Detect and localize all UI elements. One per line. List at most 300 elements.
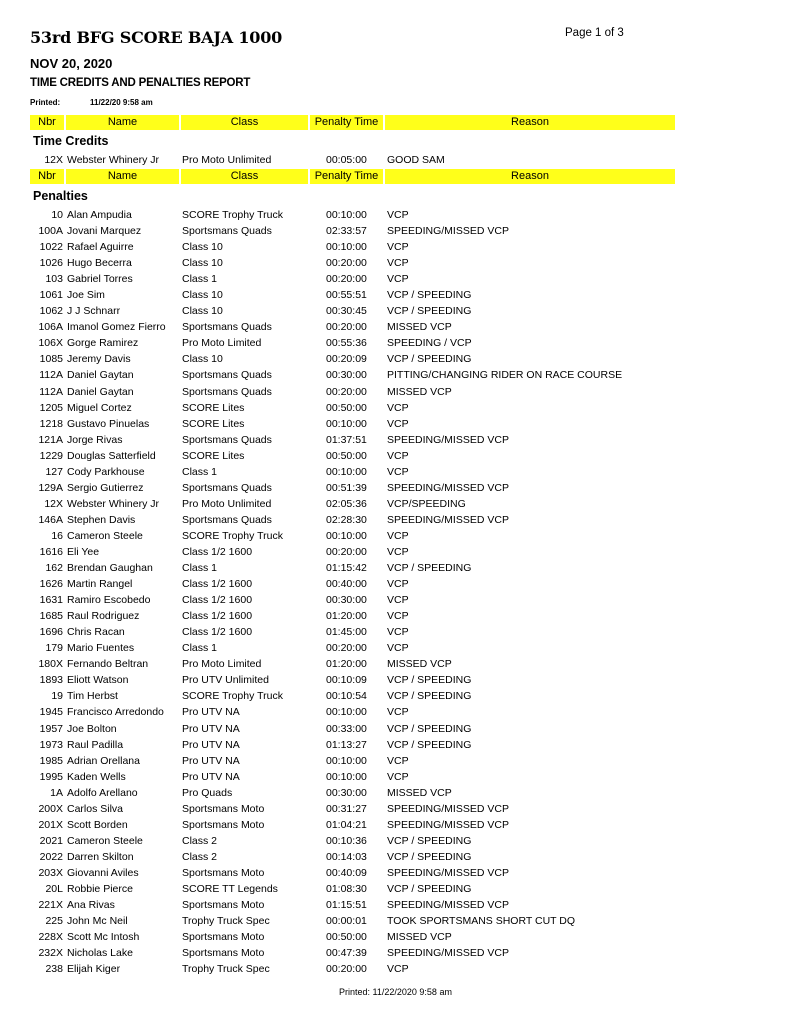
table-row xyxy=(0,592,791,608)
column-header-row xyxy=(0,169,791,184)
row-reason: VCP / SPEEDING xyxy=(387,353,472,366)
row-nbr: 1985 xyxy=(39,754,63,767)
column-header-nbr: Nbr xyxy=(30,115,64,130)
row-reason: VCP xyxy=(387,257,409,270)
row-reason: MISSED VCP xyxy=(387,931,452,944)
row-class: Sportsmans Quads xyxy=(182,433,272,446)
row-nbr: 1995 xyxy=(39,770,63,783)
row-name: Gustavo Pinuelas xyxy=(67,417,150,430)
row-reason: VCP / SPEEDING xyxy=(387,722,472,735)
row-reason: VCP xyxy=(387,529,409,542)
row-penalty-time: 00:20:00 xyxy=(326,257,367,270)
row-nbr: 112A xyxy=(39,385,63,398)
row-reason: MISSED VCP xyxy=(387,786,452,799)
row-name: Darren Skilton xyxy=(67,850,134,863)
row-class: Class 2 xyxy=(182,850,218,863)
table-row xyxy=(0,560,791,576)
row-reason: VCP xyxy=(387,594,409,607)
row-class: Class 1 xyxy=(182,465,218,478)
row-class: Class 10 xyxy=(182,289,223,302)
row-name: Cameron Steele xyxy=(67,834,143,847)
table-row xyxy=(0,239,791,255)
table-row xyxy=(0,849,791,865)
table-row xyxy=(0,335,791,351)
row-nbr: 221X xyxy=(38,899,63,912)
row-penalty-time: 00:00:01 xyxy=(326,915,367,928)
row-penalty-time: 00:20:00 xyxy=(326,642,367,655)
row-name: Webster Whinery Jr xyxy=(67,497,159,510)
row-class: Class 1 xyxy=(182,273,218,286)
column-header-name: Name xyxy=(66,115,179,130)
table-row xyxy=(0,704,791,720)
row-penalty-time: 00:10:00 xyxy=(326,465,367,478)
table-row xyxy=(0,576,791,592)
row-reason: MISSED VCP xyxy=(387,385,452,398)
time-credits-list xyxy=(0,152,791,168)
row-penalty-time: 00:33:00 xyxy=(326,722,367,735)
report-title: 53rd BFG SCORE BAJA 1000 xyxy=(30,28,283,47)
row-nbr: 1957 xyxy=(39,722,63,735)
row-reason: MISSED VCP xyxy=(387,658,452,671)
row-nbr: 19 xyxy=(51,690,63,703)
row-penalty-time: 00:47:39 xyxy=(326,947,367,960)
row-class: Class 1/2 1600 xyxy=(182,545,253,558)
row-name: Giovanni Aviles xyxy=(67,866,139,879)
row-nbr: 12X xyxy=(44,154,63,166)
row-nbr: 1026 xyxy=(39,257,63,270)
row-class: Sportsmans Quads xyxy=(182,369,272,382)
row-reason: SPEEDING/MISSED VCP xyxy=(387,818,509,831)
table-row xyxy=(0,303,791,319)
table-row xyxy=(0,640,791,656)
row-nbr: 1696 xyxy=(39,626,63,639)
table-row xyxy=(0,152,791,168)
table-row xyxy=(0,608,791,624)
row-class: Sportsmans Moto xyxy=(182,866,265,879)
row-reason: VCP xyxy=(387,754,409,767)
row-class: Class 10 xyxy=(182,257,223,270)
row-class: Trophy Truck Spec xyxy=(182,915,270,928)
row-reason: SPEEDING/MISSED VCP xyxy=(387,433,509,446)
table-row xyxy=(0,528,791,544)
row-penalty-time: 00:20:09 xyxy=(326,353,367,366)
row-class: Class 10 xyxy=(182,305,223,318)
row-nbr: 232X xyxy=(38,947,63,960)
row-nbr: 1205 xyxy=(39,401,63,414)
row-penalty-time: 01:37:51 xyxy=(326,433,367,446)
row-penalty-time: 00:30:45 xyxy=(326,305,367,318)
row-penalty-time: 02:05:36 xyxy=(326,497,367,510)
row-name: Adrian Orellana xyxy=(67,754,140,767)
row-reason: VCP xyxy=(387,241,409,254)
row-penalty-time: 00:10:00 xyxy=(326,770,367,783)
row-reason: VCP xyxy=(387,449,409,462)
row-nbr: 16 xyxy=(51,529,63,542)
row-nbr: 1626 xyxy=(39,578,63,591)
row-penalty-time: 01:15:51 xyxy=(326,899,367,912)
row-penalty-time: 00:31:27 xyxy=(326,802,367,815)
table-row xyxy=(0,384,791,400)
row-class: Sportsmans Quads xyxy=(182,321,272,334)
row-name: Mario Fuentes xyxy=(67,642,135,655)
row-class: SCORE Trophy Truck xyxy=(182,690,283,703)
row-name: Kaden Wells xyxy=(67,770,126,783)
row-penalty-time: 00:50:00 xyxy=(326,401,367,414)
row-penalty-time: 00:10:00 xyxy=(326,209,367,221)
row-class: Class 1/2 1600 xyxy=(182,578,253,591)
row-nbr: 1893 xyxy=(39,674,63,687)
row-nbr: 162 xyxy=(45,562,63,575)
row-name: Scott Borden xyxy=(67,818,128,831)
row-reason: VCP / SPEEDING xyxy=(387,738,472,751)
row-reason: VCP xyxy=(387,417,409,430)
row-penalty-time: 00:05:00 xyxy=(326,154,367,166)
row-name: Fernando Beltran xyxy=(67,658,149,671)
row-nbr: 103 xyxy=(45,273,63,286)
row-name: Daniel Gaytan xyxy=(67,385,134,398)
row-name: Cody Parkhouse xyxy=(67,465,145,478)
row-penalty-time: 01:20:00 xyxy=(326,610,367,623)
table-row xyxy=(0,945,791,961)
row-nbr: 180X xyxy=(38,658,63,671)
row-name: Scott Mc Intosh xyxy=(67,931,140,944)
row-reason: SPEEDING/MISSED VCP xyxy=(387,481,509,494)
row-nbr: 112A xyxy=(39,369,63,382)
table-row xyxy=(0,961,791,977)
row-name: Joe Bolton xyxy=(67,722,117,735)
table-row xyxy=(0,207,791,223)
row-penalty-time: 00:40:09 xyxy=(326,866,367,879)
table-row xyxy=(0,223,791,239)
row-class: Pro UTV NA xyxy=(182,754,240,767)
row-name: Joe Sim xyxy=(67,289,105,302)
row-class: Sportsmans Moto xyxy=(182,931,265,944)
row-class: Class 10 xyxy=(182,353,223,366)
event-date: NOV 20, 2020 xyxy=(30,56,113,71)
table-row xyxy=(0,913,791,929)
row-class: Sportsmans Quads xyxy=(182,513,272,526)
row-name: Nicholas Lake xyxy=(67,947,133,960)
row-reason: VCP / SPEEDING xyxy=(387,882,472,895)
row-nbr: 1229 xyxy=(39,449,63,462)
row-name: J J Schnarr xyxy=(67,305,121,318)
column-header-nbr: Nbr xyxy=(30,169,64,184)
row-class: SCORE Trophy Truck xyxy=(182,529,283,542)
column-header-row xyxy=(0,115,791,130)
penalties-list xyxy=(0,207,791,977)
row-name: John Mc Neil xyxy=(67,915,128,928)
row-penalty-time: 00:40:00 xyxy=(326,578,367,591)
table-row xyxy=(0,512,791,528)
row-name: Gabriel Torres xyxy=(67,273,133,286)
row-name: Jorge Rivas xyxy=(67,433,123,446)
table-row xyxy=(0,769,791,785)
row-class: Class 1 xyxy=(182,562,218,575)
row-class: SCORE Lites xyxy=(182,401,245,414)
table-row xyxy=(0,801,791,817)
row-nbr: 179 xyxy=(45,642,63,655)
row-nbr: 201X xyxy=(38,818,63,831)
row-name: Brendan Gaughan xyxy=(67,562,153,575)
row-reason: TOOK SPORTSMANS SHORT CUT DQ xyxy=(387,915,576,928)
row-name: Rafael Aguirre xyxy=(67,241,134,254)
row-name: Alan Ampudia xyxy=(67,209,132,221)
row-penalty-time: 01:04:21 xyxy=(326,818,367,831)
table-row xyxy=(0,737,791,753)
row-penalty-time: 00:10:00 xyxy=(326,241,367,254)
page-number: Page 1 of 3 xyxy=(565,27,624,39)
column-header-penalty-time: Penalty Time xyxy=(310,169,383,184)
row-nbr: 100A xyxy=(38,225,63,238)
row-nbr: 12X xyxy=(44,497,63,510)
row-penalty-time: 00:55:36 xyxy=(326,337,367,350)
row-class: Sportsmans Moto xyxy=(182,899,265,912)
row-name: Francisco Arredondo xyxy=(67,706,164,719)
row-reason: SPEEDING/MISSED VCP xyxy=(387,899,509,912)
row-nbr: 2021 xyxy=(39,834,63,847)
row-penalty-time: 00:10:00 xyxy=(326,417,367,430)
row-nbr: 238 xyxy=(45,963,63,976)
row-class: Sportsmans Moto xyxy=(182,818,265,831)
row-name: Eli Yee xyxy=(67,545,100,558)
row-class: Sportsmans Quads xyxy=(182,481,272,494)
row-reason: SPEEDING/MISSED VCP xyxy=(387,513,509,526)
row-reason: VCP / SPEEDING xyxy=(387,562,472,575)
row-penalty-time: 00:30:00 xyxy=(326,594,367,607)
printed-stamp xyxy=(30,98,153,107)
row-name: Robbie Pierce xyxy=(67,882,133,895)
section-heading-time-credits: Time Credits xyxy=(33,134,109,148)
row-class: Class 1/2 1600 xyxy=(182,594,253,607)
table-row xyxy=(0,785,791,801)
row-penalty-time: 00:50:00 xyxy=(326,931,367,944)
row-nbr: 106X xyxy=(38,337,63,350)
row-penalty-time: 00:20:00 xyxy=(326,963,367,976)
table-row xyxy=(0,255,791,271)
row-reason: GOOD SAM xyxy=(387,154,445,166)
row-reason: VCP xyxy=(387,706,409,719)
section-heading-penalties: Penalties xyxy=(33,189,88,203)
table-row xyxy=(0,351,791,367)
row-reason: VCP xyxy=(387,465,409,478)
row-reason: VCP xyxy=(387,626,409,639)
row-class: SCORE Lites xyxy=(182,417,245,430)
column-header-name: Name xyxy=(66,169,179,184)
row-class: Trophy Truck Spec xyxy=(182,963,270,976)
table-row xyxy=(0,817,791,833)
row-reason: SPEEDING/MISSED VCP xyxy=(387,802,509,815)
row-penalty-time: 00:10:00 xyxy=(326,754,367,767)
row-nbr: 1A xyxy=(50,786,63,799)
row-penalty-time: 00:20:00 xyxy=(326,273,367,286)
row-class: Pro UTV NA xyxy=(182,770,240,783)
row-reason: MISSED VCP xyxy=(387,321,452,334)
row-name: Miguel Cortez xyxy=(67,401,132,414)
row-penalty-time: 00:10:09 xyxy=(326,674,367,687)
row-penalty-time: 00:10:00 xyxy=(326,706,367,719)
table-row xyxy=(0,271,791,287)
row-nbr: 1685 xyxy=(39,610,63,623)
row-class: Sportsmans Moto xyxy=(182,802,265,815)
table-row xyxy=(0,688,791,704)
row-class: Class 2 xyxy=(182,834,218,847)
row-class: Pro UTV Unlimited xyxy=(182,674,269,687)
table-row xyxy=(0,400,791,416)
row-name: Carlos Silva xyxy=(67,802,124,815)
table-row xyxy=(0,480,791,496)
row-reason: VCP xyxy=(387,209,409,221)
table-row xyxy=(0,881,791,897)
row-reason: VCP xyxy=(387,401,409,414)
row-reason: VCP / SPEEDING xyxy=(387,690,472,703)
row-reason: SPEEDING/MISSED VCP xyxy=(387,947,509,960)
column-header-class: Class xyxy=(181,169,308,184)
row-nbr: 1061 xyxy=(39,289,63,302)
row-name: Gorge Ramirez xyxy=(67,337,139,350)
row-name: Jeremy Davis xyxy=(67,353,131,366)
row-reason: VCP / SPEEDING xyxy=(387,834,472,847)
row-name: Imanol Gomez Fierro xyxy=(67,321,166,334)
table-row xyxy=(0,367,791,383)
table-row xyxy=(0,464,791,480)
row-reason: VCP xyxy=(387,963,409,976)
row-nbr: 228X xyxy=(38,931,63,944)
printed-label: Printed: xyxy=(30,98,61,107)
row-reason: SPEEDING/MISSED VCP xyxy=(387,225,509,238)
table-row xyxy=(0,624,791,640)
row-name: Stephen Davis xyxy=(67,513,136,526)
table-row xyxy=(0,897,791,913)
row-name: Ramiro Escobedo xyxy=(67,594,151,607)
row-class: Pro Quads xyxy=(182,786,233,799)
row-penalty-time: 02:28:30 xyxy=(326,513,367,526)
row-reason: VCP xyxy=(387,770,409,783)
row-name: Raul Rodriguez xyxy=(67,610,140,623)
row-name: Cameron Steele xyxy=(67,529,143,542)
table-row xyxy=(0,672,791,688)
row-penalty-time: 01:15:42 xyxy=(326,562,367,575)
row-reason: VCP/SPEEDING xyxy=(387,497,466,510)
row-class: Pro UTV NA xyxy=(182,706,240,719)
row-nbr: 1631 xyxy=(39,594,63,607)
row-nbr: 127 xyxy=(45,465,63,478)
table-row xyxy=(0,432,791,448)
row-penalty-time: 00:30:00 xyxy=(326,369,367,382)
row-nbr: 1973 xyxy=(39,738,63,751)
row-class: SCORE Lites xyxy=(182,449,245,462)
row-reason: SPEEDING / VCP xyxy=(387,337,472,350)
row-reason: SPEEDING/MISSED VCP xyxy=(387,866,509,879)
column-header-penalty-time: Penalty Time xyxy=(310,115,383,130)
row-class: Class 10 xyxy=(182,241,223,254)
table-row xyxy=(0,865,791,881)
row-penalty-time: 01:13:27 xyxy=(326,738,367,751)
row-name: Jovani Marquez xyxy=(67,225,142,238)
row-penalty-time: 00:10:36 xyxy=(326,834,367,847)
column-header-reason: Reason xyxy=(385,115,675,130)
row-nbr: 106A xyxy=(38,321,63,334)
row-penalty-time: 02:33:57 xyxy=(326,225,367,238)
row-class: Sportsmans Quads xyxy=(182,385,272,398)
row-penalty-time: 00:20:00 xyxy=(326,545,367,558)
row-name: Raul Padilla xyxy=(67,738,124,751)
row-reason: VCP / SPEEDING xyxy=(387,305,472,318)
row-nbr: 2022 xyxy=(39,850,63,863)
table-row xyxy=(0,929,791,945)
row-reason: VCP xyxy=(387,642,409,655)
row-reason: VCP / SPEEDING xyxy=(387,289,472,302)
row-nbr: 146A xyxy=(38,513,63,526)
row-penalty-time: 00:10:00 xyxy=(326,529,367,542)
table-row xyxy=(0,448,791,464)
row-name: Hugo Becerra xyxy=(67,257,132,270)
row-penalty-time: 01:20:00 xyxy=(326,658,367,671)
row-nbr: 1218 xyxy=(39,417,63,430)
row-nbr: 1062 xyxy=(39,305,63,318)
row-name: Martin Rangel xyxy=(67,578,133,591)
row-class: Pro UTV NA xyxy=(182,722,240,735)
row-penalty-time: 00:51:39 xyxy=(326,481,367,494)
row-reason: VCP / SPEEDING xyxy=(387,674,472,687)
table-row xyxy=(0,833,791,849)
row-name: Ana Rivas xyxy=(67,899,115,912)
row-penalty-time: 00:50:00 xyxy=(326,449,367,462)
row-name: Webster Whinery Jr xyxy=(67,154,159,166)
row-nbr: 1616 xyxy=(39,545,63,558)
row-penalty-time: 01:08:30 xyxy=(326,882,367,895)
row-name: Douglas Satterfield xyxy=(67,449,156,462)
row-class: Pro Moto Unlimited xyxy=(182,497,272,510)
column-header-class: Class xyxy=(181,115,308,130)
table-row xyxy=(0,416,791,432)
row-nbr: 1085 xyxy=(39,353,63,366)
table-row xyxy=(0,753,791,769)
footer-printed: Printed: 11/22/2020 9:58 am xyxy=(339,987,452,997)
row-penalty-time: 00:30:00 xyxy=(326,786,367,799)
row-name: Elijah Kiger xyxy=(67,963,121,976)
row-nbr: 1945 xyxy=(39,706,63,719)
printed-value: 11/22/20 9:58 am xyxy=(90,98,153,107)
column-header-reason: Reason xyxy=(385,169,675,184)
row-reason: VCP xyxy=(387,578,409,591)
row-penalty-time: 00:14:03 xyxy=(326,850,367,863)
table-row xyxy=(0,544,791,560)
row-penalty-time: 00:10:54 xyxy=(326,690,367,703)
row-class: Class 1/2 1600 xyxy=(182,610,253,623)
row-reason: PITTING/CHANGING RIDER ON RACE COURSE xyxy=(387,369,623,382)
table-row xyxy=(0,656,791,672)
table-row xyxy=(0,721,791,737)
table-row xyxy=(0,319,791,335)
row-name: Tim Herbst xyxy=(67,690,118,703)
row-nbr: 200X xyxy=(38,802,63,815)
report-subtitle: TIME CREDITS AND PENALTIES REPORT xyxy=(30,77,251,89)
row-nbr: 10 xyxy=(51,209,63,221)
row-penalty-time: 01:45:00 xyxy=(326,626,367,639)
row-name: Adolfo Arellano xyxy=(67,786,138,799)
row-reason: VCP xyxy=(387,545,409,558)
row-name: Sergio Gutierrez xyxy=(67,481,144,494)
row-nbr: 121A xyxy=(38,433,63,446)
row-nbr: 203X xyxy=(38,866,63,879)
row-nbr: 225 xyxy=(45,915,63,928)
row-class: SCORE TT Legends xyxy=(182,882,278,895)
row-name: Eliott Watson xyxy=(67,674,129,687)
row-class: Pro UTV NA xyxy=(182,738,240,751)
row-class: SCORE Trophy Truck xyxy=(182,209,283,221)
row-class: Pro Moto Limited xyxy=(182,337,262,350)
table-row xyxy=(0,287,791,303)
